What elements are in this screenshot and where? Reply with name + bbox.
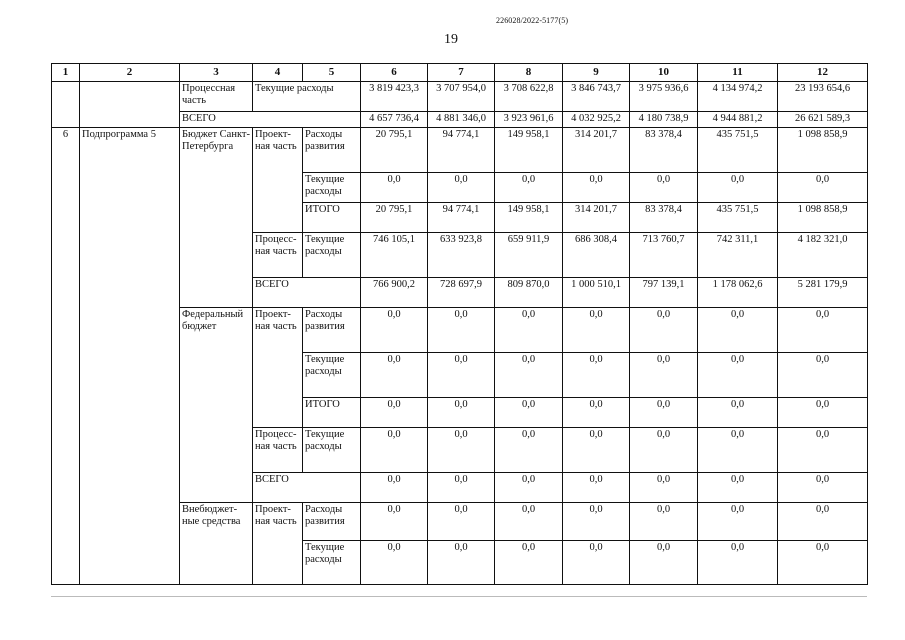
value-cell: 0,0 xyxy=(630,353,698,398)
value-cell: 83 378,4 xyxy=(630,203,698,233)
value-cell: 435 751,5 xyxy=(698,128,778,173)
value-cell: 4 944 881,2 xyxy=(698,112,778,128)
value-cell: 0,0 xyxy=(563,398,630,428)
value-cell: 0,0 xyxy=(495,541,563,585)
value-cell: 0,0 xyxy=(495,353,563,398)
value-cell: 0,0 xyxy=(495,428,563,473)
value-cell: 0,0 xyxy=(698,308,778,353)
value-cell: 314 201,7 xyxy=(563,128,630,173)
value-cell: 94 774,1 xyxy=(428,203,495,233)
header-cell: 2 xyxy=(80,64,180,82)
value-cell: 314 201,7 xyxy=(563,203,630,233)
header-cell: 9 xyxy=(563,64,630,82)
development-label: Расходы развития xyxy=(303,308,361,353)
value-cell: 0,0 xyxy=(428,541,495,585)
blank-cell xyxy=(80,82,180,128)
development-label: Расходы развития xyxy=(303,128,361,173)
value-cell: 0,0 xyxy=(698,353,778,398)
header-cell: 10 xyxy=(630,64,698,82)
value-cell: 0,0 xyxy=(563,308,630,353)
total-label: ВСЕГО xyxy=(253,473,361,503)
value-cell: 766 900,2 xyxy=(361,278,428,308)
blank-cell xyxy=(52,82,80,128)
value-cell: 0,0 xyxy=(698,428,778,473)
value-cell: 0,0 xyxy=(698,398,778,428)
value-cell: 0,0 xyxy=(778,308,868,353)
value-cell: 1 178 062,6 xyxy=(698,278,778,308)
process-part-label: Процесс-ная часть xyxy=(253,233,303,278)
value-cell: 0,0 xyxy=(361,308,428,353)
value-cell: 742 311,1 xyxy=(698,233,778,278)
value-cell: 0,0 xyxy=(778,428,868,473)
page-bottom-edge xyxy=(51,596,867,597)
value-cell: 0,0 xyxy=(563,353,630,398)
value-cell: 149 958,1 xyxy=(495,128,563,173)
value-cell: 0,0 xyxy=(563,428,630,473)
value-cell: 435 751,5 xyxy=(698,203,778,233)
value-cell: 0,0 xyxy=(361,541,428,585)
value-cell: 5 281 179,9 xyxy=(778,278,868,308)
value-cell: 3 846 743,7 xyxy=(563,82,630,112)
value-cell: 4 180 738,9 xyxy=(630,112,698,128)
table-row xyxy=(52,128,868,173)
source-offbudget-label: Внебюджет-ные средства xyxy=(180,503,253,585)
value-cell: 3 819 423,3 xyxy=(361,82,428,112)
value-cell: 0,0 xyxy=(428,398,495,428)
value-cell: 0,0 xyxy=(495,473,563,503)
value-cell: 0,0 xyxy=(698,503,778,541)
development-label: Расходы развития xyxy=(303,503,361,541)
value-cell: 0,0 xyxy=(630,503,698,541)
value-cell: 746 105,1 xyxy=(361,233,428,278)
header-cell: 6 xyxy=(361,64,428,82)
value-cell: 659 911,9 xyxy=(495,233,563,278)
value-cell: 1 098 858,9 xyxy=(778,128,868,173)
value-cell: 0,0 xyxy=(630,541,698,585)
value-cell: 4 032 925,2 xyxy=(563,112,630,128)
itogo-label: ИТОГО xyxy=(303,398,361,428)
value-cell: 3 708 622,8 xyxy=(495,82,563,112)
value-cell: 0,0 xyxy=(778,173,868,203)
total-label: ВСЕГО xyxy=(253,278,361,308)
itogo-label: ИТОГО xyxy=(303,203,361,233)
process-part-label: Процессная часть xyxy=(180,82,253,112)
header-cell: 4 xyxy=(253,64,303,82)
value-cell: 0,0 xyxy=(778,503,868,541)
value-cell: 0,0 xyxy=(698,173,778,203)
value-cell: 1 000 510,1 xyxy=(563,278,630,308)
value-cell: 0,0 xyxy=(495,503,563,541)
value-cell: 0,0 xyxy=(361,398,428,428)
value-cell: 0,0 xyxy=(361,173,428,203)
value-cell: 3 707 954,0 xyxy=(428,82,495,112)
value-cell: 4 657 736,4 xyxy=(361,112,428,128)
value-cell: 0,0 xyxy=(630,428,698,473)
value-cell: 0,0 xyxy=(428,173,495,203)
budget-table xyxy=(51,63,868,585)
value-cell: 94 774,1 xyxy=(428,128,495,173)
value-cell: 0,0 xyxy=(563,473,630,503)
header-cell: 7 xyxy=(428,64,495,82)
header-row xyxy=(52,64,868,82)
value-cell: 20 795,1 xyxy=(361,128,428,173)
value-cell: 3 975 936,6 xyxy=(630,82,698,112)
value-cell: 0,0 xyxy=(778,398,868,428)
project-part-label: Проект-ная часть xyxy=(253,128,303,233)
subprogram-label: Подпрограмма 5 xyxy=(80,128,180,585)
value-cell: 0,0 xyxy=(630,173,698,203)
value-cell: 0,0 xyxy=(630,398,698,428)
project-part-label: Проект-ная часть xyxy=(253,308,303,428)
value-cell: 4 881 346,0 xyxy=(428,112,495,128)
row-index: 6 xyxy=(52,128,80,585)
source-federal-label: Федеральный бюджет xyxy=(180,308,253,503)
value-cell: 4 182 321,0 xyxy=(778,233,868,278)
value-cell: 23 193 654,6 xyxy=(778,82,868,112)
value-cell: 0,0 xyxy=(428,473,495,503)
header-cell: 8 xyxy=(495,64,563,82)
value-cell: 0,0 xyxy=(428,308,495,353)
value-cell: 0,0 xyxy=(361,353,428,398)
value-cell: 0,0 xyxy=(698,541,778,585)
current-label: Текущие расходы xyxy=(303,233,361,278)
header-cell: 11 xyxy=(698,64,778,82)
document-number: 226028/2022-5177(5) xyxy=(496,16,569,25)
value-cell: 0,0 xyxy=(495,308,563,353)
value-cell: 0,0 xyxy=(495,398,563,428)
value-cell: 809 870,0 xyxy=(495,278,563,308)
value-cell: 20 795,1 xyxy=(361,203,428,233)
table-row xyxy=(52,82,868,112)
value-cell: 26 621 589,3 xyxy=(778,112,868,128)
value-cell: 0,0 xyxy=(698,473,778,503)
current-expenses-label: Текущие расходы xyxy=(253,82,361,112)
value-cell: 0,0 xyxy=(361,503,428,541)
value-cell: 797 139,1 xyxy=(630,278,698,308)
value-cell: 0,0 xyxy=(361,473,428,503)
value-cell: 3 923 961,6 xyxy=(495,112,563,128)
value-cell: 0,0 xyxy=(630,308,698,353)
header-cell: 5 xyxy=(303,64,361,82)
value-cell: 633 923,8 xyxy=(428,233,495,278)
value-cell: 0,0 xyxy=(428,503,495,541)
current-label: Текущие расходы xyxy=(303,541,361,585)
value-cell: 149 958,1 xyxy=(495,203,563,233)
total-label: ВСЕГО xyxy=(180,112,361,128)
value-cell: 1 098 858,9 xyxy=(778,203,868,233)
header-cell: 12 xyxy=(778,64,868,82)
value-cell: 4 134 974,2 xyxy=(698,82,778,112)
source-spb-label: Бюджет Санкт-Петербурга xyxy=(180,128,253,308)
current-label: Текущие расходы xyxy=(303,428,361,473)
value-cell: 0,0 xyxy=(495,173,563,203)
value-cell: 0,0 xyxy=(563,503,630,541)
value-cell: 0,0 xyxy=(778,473,868,503)
value-cell: 728 697,9 xyxy=(428,278,495,308)
value-cell: 0,0 xyxy=(563,541,630,585)
value-cell: 0,0 xyxy=(361,428,428,473)
value-cell: 0,0 xyxy=(428,428,495,473)
page-number: 19 xyxy=(444,32,458,47)
current-label: Текущие расходы xyxy=(303,173,361,203)
value-cell: 83 378,4 xyxy=(630,128,698,173)
header-cell: 3 xyxy=(180,64,253,82)
current-label: Текущие расходы xyxy=(303,353,361,398)
value-cell: 713 760,7 xyxy=(630,233,698,278)
value-cell: 0,0 xyxy=(563,173,630,203)
value-cell: 0,0 xyxy=(428,353,495,398)
value-cell: 0,0 xyxy=(778,353,868,398)
header-cell: 1 xyxy=(52,64,80,82)
value-cell: 686 308,4 xyxy=(563,233,630,278)
value-cell: 0,0 xyxy=(630,473,698,503)
project-part-label: Проект-ная часть xyxy=(253,503,303,585)
value-cell: 0,0 xyxy=(778,541,868,585)
process-part-label: Процесс-ная часть xyxy=(253,428,303,473)
